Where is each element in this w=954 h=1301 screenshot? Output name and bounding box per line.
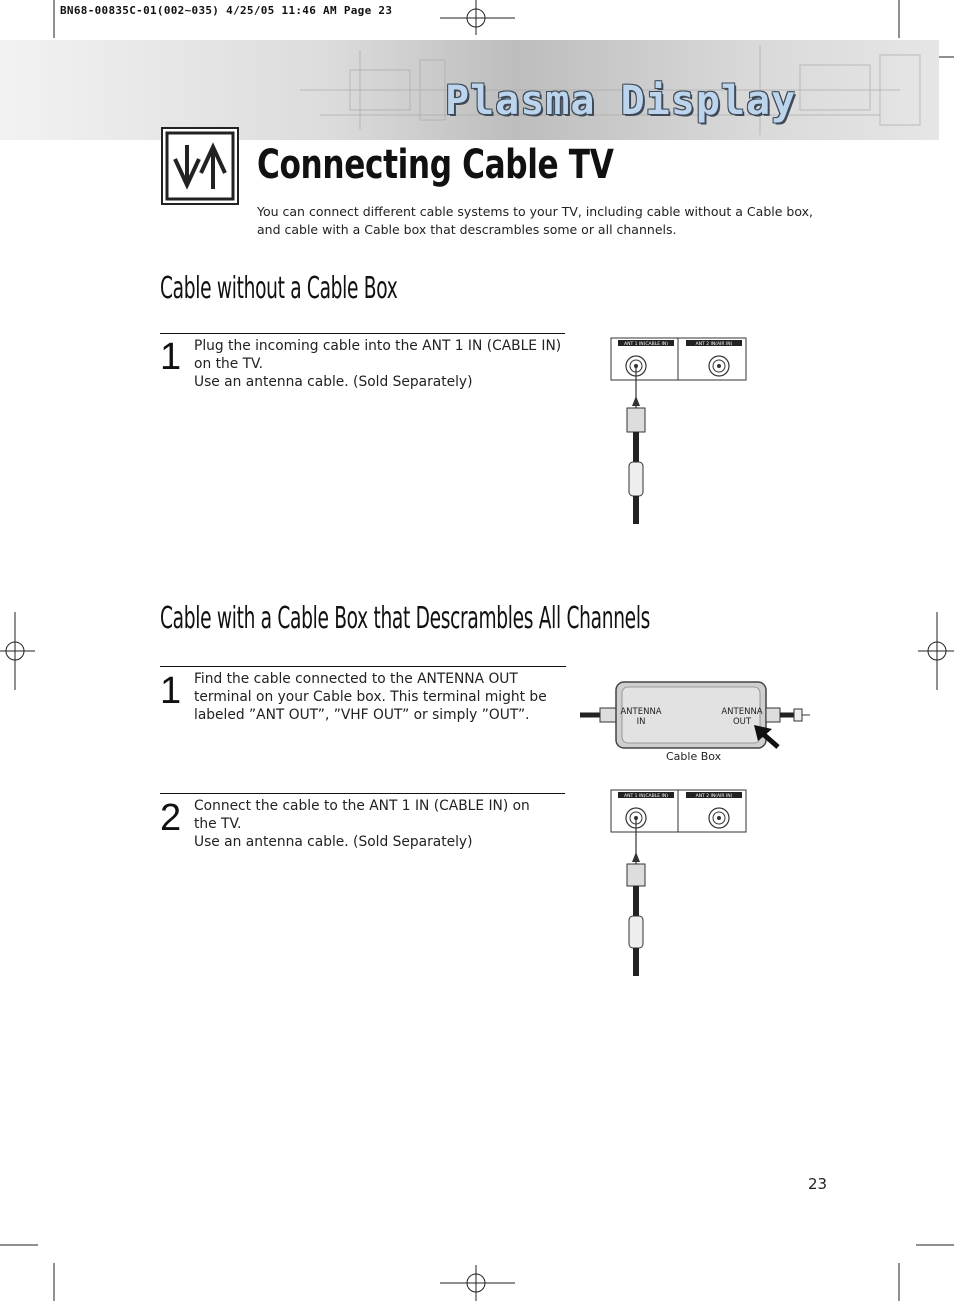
ant1-label: ANT 1 IN(CABLE IN): [624, 342, 668, 347]
antenna-in-label-2: IN: [636, 717, 646, 727]
ant2-label: ANT 2 IN(AIR IN): [695, 794, 733, 799]
ant1-label: ANT 1 IN(CABLE IN): [624, 794, 668, 799]
step-text: Plug the incoming cable into the ANT 1 IN (CABLE IN) on the TV. Use an antenna cable. (Sold Separately): [194, 338, 562, 391]
antenna-in-label: ANTENNA: [620, 707, 662, 717]
registration-mark-left: [0, 612, 35, 690]
page-number: 23: [808, 1175, 828, 1193]
ant2-in-jack: [709, 356, 729, 376]
step-text: Find the cable connected to the ANTENNA OUT terminal on your Cable box. This terminal might be labeled ”ANT OUT”, ”VHF OUT” or simply ”OUT”.: [194, 671, 547, 724]
step-number: 2: [160, 797, 182, 839]
banner-title: Plasma Display: [445, 78, 797, 124]
step-divider: [160, 793, 565, 794]
registration-mark-top: [440, 0, 515, 35]
step-number: 1: [160, 336, 182, 378]
antenna-out-label: ANTENNA: [721, 707, 763, 717]
antenna-panel-diagram-2: [608, 788, 750, 978]
antenna-out-label-2: OUT: [732, 717, 752, 727]
ant2-label: ANT 2 IN(AIR IN): [695, 342, 733, 347]
step-text: Connect the cable to the ANT 1 IN (CABLE IN) on the TV. Use an antenna cable. (Sold Separately): [194, 798, 530, 851]
page-title: Connecting Cable TV: [257, 142, 614, 188]
antenna-panel-diagram: [608, 336, 750, 526]
cable-box-caption: Cable Box: [666, 750, 722, 763]
coax-cable: [627, 366, 645, 524]
intro-text: You can connect different cable systems to your TV, including cable without a Cable box, and cable with a Cable box that descrambles some or all channels.: [257, 204, 813, 237]
step-number: 1: [160, 670, 182, 712]
registration-mark-bottom: [440, 1265, 515, 1301]
input-cable: [580, 708, 616, 722]
registration-mark-right: [918, 612, 954, 690]
coax-cable: [627, 818, 645, 976]
ant2-in-jack: [709, 808, 729, 828]
section-heading-no-cable-box: Cable without a Cable Box: [160, 271, 398, 306]
antenna-connection-icon: [161, 127, 239, 205]
output-cable: [766, 708, 810, 722]
section-heading-descrambler: Cable with a Cable Box that Descrambles All Channels: [160, 601, 651, 636]
print-slug: BN68-00835C-01(002~035) 4/25/05 11:46 AM Page 23: [60, 4, 393, 17]
step-divider: [160, 666, 566, 667]
step-divider: [160, 333, 565, 334]
